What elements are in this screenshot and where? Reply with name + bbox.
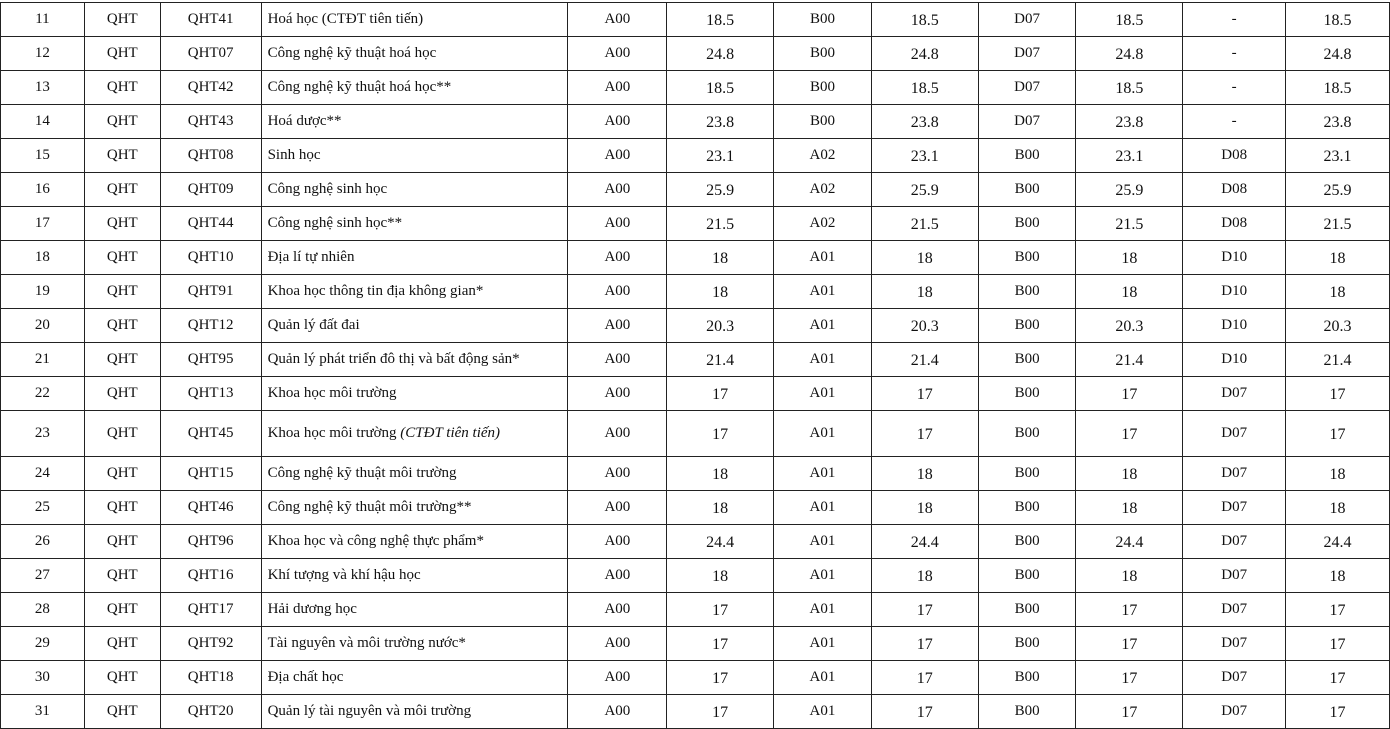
major-name-cell: Quản lý đất đai: [261, 309, 568, 343]
table-row: [1, 491, 1390, 525]
subject-combo-3-cell: B00: [978, 173, 1076, 207]
subject-combo-3-cell: B00: [978, 241, 1076, 275]
row-number-cell: 27: [1, 559, 85, 593]
table-row: [1, 37, 1390, 71]
score-4-cell: 18: [1286, 491, 1390, 525]
subject-combo-3-cell: B00: [978, 491, 1076, 525]
school-code-cell: QHT: [84, 309, 160, 343]
subject-combo-3-cell: B00: [978, 627, 1076, 661]
subject-combo-1-cell: A00: [568, 3, 667, 37]
major-name-cell: Hoá học (CTĐT tiên tiến): [261, 3, 568, 37]
major-name-cell: Công nghệ kỹ thuật hoá học**: [261, 71, 568, 105]
subject-combo-2-cell: A01: [774, 411, 872, 457]
major-name-cell: Khoa học thông tin địa không gian*: [261, 275, 568, 309]
score-2-cell: 21.5: [871, 207, 978, 241]
row-number-cell: 29: [1, 627, 85, 661]
subject-combo-3-cell: B00: [978, 207, 1076, 241]
subject-combo-1-cell: A00: [568, 275, 667, 309]
score-1-cell: 18: [667, 491, 774, 525]
score-1-cell: 21.5: [667, 207, 774, 241]
score-1-cell: 17: [667, 377, 774, 411]
score-4-cell: 20.3: [1286, 309, 1390, 343]
subject-combo-4-cell: D10: [1183, 241, 1286, 275]
subject-combo-1-cell: A00: [568, 173, 667, 207]
subject-combo-4-cell: D08: [1183, 207, 1286, 241]
major-code-cell: QHT09: [160, 173, 261, 207]
major-name-cell: Hải dương học: [261, 593, 568, 627]
row-number-cell: 18: [1, 241, 85, 275]
school-code-cell: QHT: [84, 275, 160, 309]
table-row: [1, 525, 1390, 559]
subject-combo-3-cell: B00: [978, 593, 1076, 627]
school-code-cell: QHT: [84, 627, 160, 661]
subject-combo-1-cell: A00: [568, 71, 667, 105]
subject-combo-2-cell: B00: [774, 105, 872, 139]
major-code-cell: QHT13: [160, 377, 261, 411]
score-3-cell: 17: [1076, 627, 1183, 661]
row-number-cell: 17: [1, 207, 85, 241]
major-name-cell: Khí tượng và khí hậu học: [261, 559, 568, 593]
score-4-cell: 18: [1286, 275, 1390, 309]
score-2-cell: 23.8: [871, 105, 978, 139]
admission-scores-table: [0, 2, 1390, 729]
subject-combo-2-cell: A01: [774, 661, 872, 695]
score-3-cell: 18.5: [1076, 3, 1183, 37]
score-2-cell: 24.8: [871, 37, 978, 71]
table-row: [1, 71, 1390, 105]
score-1-cell: 18.5: [667, 3, 774, 37]
major-name-cell: Sinh học: [261, 139, 568, 173]
major-name-cell: Công nghệ sinh học**: [261, 207, 568, 241]
subject-combo-2-cell: A01: [774, 457, 872, 491]
major-name-cell: Khoa học môi trường: [261, 377, 568, 411]
major-name-cell: Công nghệ kỹ thuật môi trường: [261, 457, 568, 491]
score-2-cell: 17: [871, 411, 978, 457]
score-4-cell: 25.9: [1286, 173, 1390, 207]
subject-combo-1-cell: A00: [568, 627, 667, 661]
subject-combo-1-cell: A00: [568, 457, 667, 491]
score-4-cell: 17: [1286, 627, 1390, 661]
school-code-cell: QHT: [84, 343, 160, 377]
score-2-cell: 18.5: [871, 71, 978, 105]
score-1-cell: 23.8: [667, 105, 774, 139]
score-3-cell: 25.9: [1076, 173, 1183, 207]
subject-combo-2-cell: A01: [774, 525, 872, 559]
major-code-cell: QHT45: [160, 411, 261, 457]
score-2-cell: 25.9: [871, 173, 978, 207]
score-1-cell: 18.5: [667, 71, 774, 105]
score-2-cell: 18: [871, 275, 978, 309]
major-code-cell: QHT43: [160, 105, 261, 139]
subject-combo-3-cell: B00: [978, 661, 1076, 695]
major-code-cell: QHT91: [160, 275, 261, 309]
major-name-cell: Khoa học và công nghệ thực phẩm*: [261, 525, 568, 559]
subject-combo-3-cell: B00: [978, 377, 1076, 411]
subject-combo-4-cell: D07: [1183, 661, 1286, 695]
subject-combo-2-cell: B00: [774, 71, 872, 105]
major-code-cell: QHT15: [160, 457, 261, 491]
subject-combo-1-cell: A00: [568, 411, 667, 457]
table-row: [1, 275, 1390, 309]
subject-combo-3-cell: B00: [978, 309, 1076, 343]
score-1-cell: 17: [667, 593, 774, 627]
subject-combo-1-cell: A00: [568, 309, 667, 343]
score-3-cell: 17: [1076, 593, 1183, 627]
table-row: [1, 377, 1390, 411]
score-1-cell: 23.1: [667, 139, 774, 173]
score-1-cell: 17: [667, 661, 774, 695]
subject-combo-3-cell: D07: [978, 37, 1076, 71]
row-number-cell: 22: [1, 377, 85, 411]
score-4-cell: 24.8: [1286, 37, 1390, 71]
subject-combo-1-cell: A00: [568, 139, 667, 173]
subject-combo-2-cell: A01: [774, 559, 872, 593]
subject-combo-2-cell: A01: [774, 343, 872, 377]
score-4-cell: 18.5: [1286, 71, 1390, 105]
school-code-cell: QHT: [84, 559, 160, 593]
table-row: [1, 695, 1390, 729]
score-2-cell: 17: [871, 593, 978, 627]
row-number-cell: 25: [1, 491, 85, 525]
score-4-cell: 24.4: [1286, 525, 1390, 559]
table-row: [1, 411, 1390, 457]
subject-combo-4-cell: D10: [1183, 309, 1286, 343]
score-3-cell: 18: [1076, 457, 1183, 491]
table-row: [1, 105, 1390, 139]
major-name-cell: Công nghệ sinh học: [261, 173, 568, 207]
score-3-cell: 17: [1076, 661, 1183, 695]
subject-combo-1-cell: A00: [568, 559, 667, 593]
score-2-cell: 18: [871, 559, 978, 593]
major-code-cell: QHT44: [160, 207, 261, 241]
school-code-cell: QHT: [84, 593, 160, 627]
subject-combo-3-cell: D07: [978, 71, 1076, 105]
score-2-cell: 17: [871, 661, 978, 695]
subject-combo-3-cell: D07: [978, 3, 1076, 37]
score-3-cell: 21.5: [1076, 207, 1183, 241]
subject-combo-1-cell: A00: [568, 37, 667, 71]
subject-combo-3-cell: B00: [978, 695, 1076, 729]
subject-combo-3-cell: B00: [978, 343, 1076, 377]
score-4-cell: 18: [1286, 559, 1390, 593]
score-2-cell: 18: [871, 457, 978, 491]
row-number-cell: 14: [1, 105, 85, 139]
subject-combo-4-cell: D10: [1183, 275, 1286, 309]
subject-combo-1-cell: A00: [568, 695, 667, 729]
score-3-cell: 24.4: [1076, 525, 1183, 559]
table-row: [1, 593, 1390, 627]
school-code-cell: QHT: [84, 411, 160, 457]
score-4-cell: 17: [1286, 593, 1390, 627]
major-code-cell: QHT41: [160, 3, 261, 37]
subject-combo-2-cell: A01: [774, 241, 872, 275]
major-name-text: Khoa học môi trường: [267, 425, 397, 441]
score-2-cell: 17: [871, 627, 978, 661]
school-code-cell: QHT: [84, 139, 160, 173]
subject-combo-1-cell: A00: [568, 593, 667, 627]
subject-combo-2-cell: A01: [774, 627, 872, 661]
subject-combo-1-cell: A00: [568, 661, 667, 695]
school-code-cell: QHT: [84, 37, 160, 71]
major-name-cell: Công nghệ kỹ thuật môi trường**: [261, 491, 568, 525]
score-3-cell: 18.5: [1076, 71, 1183, 105]
score-4-cell: 17: [1286, 695, 1390, 729]
score-3-cell: 23.1: [1076, 139, 1183, 173]
row-number-cell: 30: [1, 661, 85, 695]
subject-combo-4-cell: -: [1183, 105, 1286, 139]
major-code-cell: QHT18: [160, 661, 261, 695]
major-name-cell: [261, 411, 568, 457]
major-code-cell: QHT12: [160, 309, 261, 343]
score-4-cell: 23.8: [1286, 105, 1390, 139]
score-3-cell: 24.8: [1076, 37, 1183, 71]
major-name-cell: Quản lý tài nguyên và môi trường: [261, 695, 568, 729]
row-number-cell: 16: [1, 173, 85, 207]
subject-combo-3-cell: B00: [978, 139, 1076, 173]
school-code-cell: QHT: [84, 3, 160, 37]
score-4-cell: 17: [1286, 377, 1390, 411]
table-row: [1, 207, 1390, 241]
major-code-cell: QHT96: [160, 525, 261, 559]
subject-combo-4-cell: -: [1183, 37, 1286, 71]
major-code-cell: QHT92: [160, 627, 261, 661]
table-row: [1, 173, 1390, 207]
score-1-cell: 17: [667, 411, 774, 457]
row-number-cell: 13: [1, 71, 85, 105]
subject-combo-4-cell: -: [1183, 71, 1286, 105]
row-number-cell: 26: [1, 525, 85, 559]
major-code-cell: QHT42: [160, 71, 261, 105]
subject-combo-3-cell: B00: [978, 411, 1076, 457]
table-row: [1, 309, 1390, 343]
subject-combo-4-cell: D08: [1183, 173, 1286, 207]
score-1-cell: 18: [667, 241, 774, 275]
subject-combo-1-cell: A00: [568, 491, 667, 525]
row-number-cell: 12: [1, 37, 85, 71]
table-body: [1, 3, 1390, 729]
row-number-cell: 19: [1, 275, 85, 309]
table-row: [1, 661, 1390, 695]
subject-combo-1-cell: A00: [568, 241, 667, 275]
subject-combo-2-cell: A02: [774, 173, 872, 207]
subject-combo-1-cell: A00: [568, 525, 667, 559]
score-2-cell: 18: [871, 241, 978, 275]
table-row: [1, 343, 1390, 377]
score-1-cell: 17: [667, 695, 774, 729]
subject-combo-2-cell: A01: [774, 275, 872, 309]
school-code-cell: QHT: [84, 525, 160, 559]
school-code-cell: QHT: [84, 105, 160, 139]
subject-combo-4-cell: D07: [1183, 593, 1286, 627]
subject-combo-1-cell: A00: [568, 207, 667, 241]
subject-combo-2-cell: A01: [774, 695, 872, 729]
score-3-cell: 17: [1076, 377, 1183, 411]
row-number-cell: 15: [1, 139, 85, 173]
subject-combo-2-cell: B00: [774, 37, 872, 71]
row-number-cell: 11: [1, 3, 85, 37]
subject-combo-3-cell: B00: [978, 457, 1076, 491]
table-row: [1, 457, 1390, 491]
table-row: [1, 3, 1390, 37]
subject-combo-1-cell: A00: [568, 377, 667, 411]
major-code-cell: QHT46: [160, 491, 261, 525]
school-code-cell: QHT: [84, 377, 160, 411]
score-1-cell: 18: [667, 275, 774, 309]
subject-combo-1-cell: A00: [568, 105, 667, 139]
score-2-cell: 17: [871, 695, 978, 729]
score-4-cell: 17: [1286, 661, 1390, 695]
score-4-cell: 21.5: [1286, 207, 1390, 241]
major-name-cell: Địa chất học: [261, 661, 568, 695]
score-1-cell: 18: [667, 559, 774, 593]
score-3-cell: 20.3: [1076, 309, 1183, 343]
score-3-cell: 17: [1076, 411, 1183, 457]
subject-combo-3-cell: B00: [978, 525, 1076, 559]
major-name-cell: Công nghệ kỹ thuật hoá học: [261, 37, 568, 71]
school-code-cell: QHT: [84, 241, 160, 275]
major-code-cell: QHT10: [160, 241, 261, 275]
score-2-cell: 18: [871, 491, 978, 525]
score-4-cell: 17: [1286, 411, 1390, 457]
table-row: [1, 139, 1390, 173]
subject-combo-3-cell: D07: [978, 105, 1076, 139]
major-code-cell: QHT17: [160, 593, 261, 627]
subject-combo-2-cell: A02: [774, 207, 872, 241]
major-code-cell: QHT08: [160, 139, 261, 173]
major-code-cell: QHT20: [160, 695, 261, 729]
subject-combo-4-cell: D07: [1183, 457, 1286, 491]
score-4-cell: 21.4: [1286, 343, 1390, 377]
score-4-cell: 18: [1286, 241, 1390, 275]
subject-combo-2-cell: B00: [774, 3, 872, 37]
row-number-cell: 28: [1, 593, 85, 627]
score-1-cell: 24.4: [667, 525, 774, 559]
table-row: [1, 241, 1390, 275]
score-1-cell: 18: [667, 457, 774, 491]
score-1-cell: 21.4: [667, 343, 774, 377]
score-3-cell: 18: [1076, 559, 1183, 593]
score-3-cell: 23.8: [1076, 105, 1183, 139]
subject-combo-4-cell: D07: [1183, 627, 1286, 661]
school-code-cell: QHT: [84, 173, 160, 207]
row-number-cell: 31: [1, 695, 85, 729]
subject-combo-3-cell: B00: [978, 559, 1076, 593]
subject-combo-2-cell: A01: [774, 377, 872, 411]
program-note: (CTĐT tiên tiến): [400, 425, 501, 441]
score-4-cell: 18: [1286, 457, 1390, 491]
score-2-cell: 21.4: [871, 343, 978, 377]
score-2-cell: 18.5: [871, 3, 978, 37]
major-name-cell: Quản lý phát triển đô thị và bất động sản*: [261, 343, 568, 377]
school-code-cell: QHT: [84, 457, 160, 491]
subject-combo-2-cell: A01: [774, 593, 872, 627]
score-4-cell: 18.5: [1286, 3, 1390, 37]
school-code-cell: QHT: [84, 207, 160, 241]
score-3-cell: 17: [1076, 695, 1183, 729]
school-code-cell: QHT: [84, 71, 160, 105]
subject-combo-4-cell: D07: [1183, 411, 1286, 457]
subject-combo-4-cell: D07: [1183, 559, 1286, 593]
row-number-cell: 23: [1, 411, 85, 457]
subject-combo-4-cell: -: [1183, 3, 1286, 37]
score-3-cell: 18: [1076, 275, 1183, 309]
subject-combo-1-cell: A00: [568, 343, 667, 377]
score-3-cell: 18: [1076, 241, 1183, 275]
subject-combo-4-cell: D07: [1183, 525, 1286, 559]
score-2-cell: 24.4: [871, 525, 978, 559]
major-name-cell: Địa lí tự nhiên: [261, 241, 568, 275]
subject-combo-4-cell: D07: [1183, 491, 1286, 525]
score-2-cell: 20.3: [871, 309, 978, 343]
row-number-cell: 20: [1, 309, 85, 343]
score-1-cell: 20.3: [667, 309, 774, 343]
major-name-cell: Hoá dược**: [261, 105, 568, 139]
school-code-cell: QHT: [84, 661, 160, 695]
subject-combo-3-cell: B00: [978, 275, 1076, 309]
score-1-cell: 24.8: [667, 37, 774, 71]
score-2-cell: 23.1: [871, 139, 978, 173]
school-code-cell: QHT: [84, 695, 160, 729]
subject-combo-4-cell: D10: [1183, 343, 1286, 377]
major-code-cell: QHT07: [160, 37, 261, 71]
major-code-cell: QHT95: [160, 343, 261, 377]
subject-combo-2-cell: A01: [774, 491, 872, 525]
subject-combo-2-cell: A01: [774, 309, 872, 343]
subject-combo-2-cell: A02: [774, 139, 872, 173]
row-number-cell: 21: [1, 343, 85, 377]
table-row: [1, 559, 1390, 593]
score-4-cell: 23.1: [1286, 139, 1390, 173]
score-1-cell: 25.9: [667, 173, 774, 207]
subject-combo-4-cell: D08: [1183, 139, 1286, 173]
table-row: [1, 627, 1390, 661]
major-code-cell: QHT16: [160, 559, 261, 593]
subject-combo-4-cell: D07: [1183, 695, 1286, 729]
major-name-cell: Tài nguyên và môi trường nước*: [261, 627, 568, 661]
school-code-cell: QHT: [84, 491, 160, 525]
row-number-cell: 24: [1, 457, 85, 491]
score-1-cell: 17: [667, 627, 774, 661]
subject-combo-4-cell: D07: [1183, 377, 1286, 411]
score-3-cell: 18: [1076, 491, 1183, 525]
score-2-cell: 17: [871, 377, 978, 411]
score-3-cell: 21.4: [1076, 343, 1183, 377]
